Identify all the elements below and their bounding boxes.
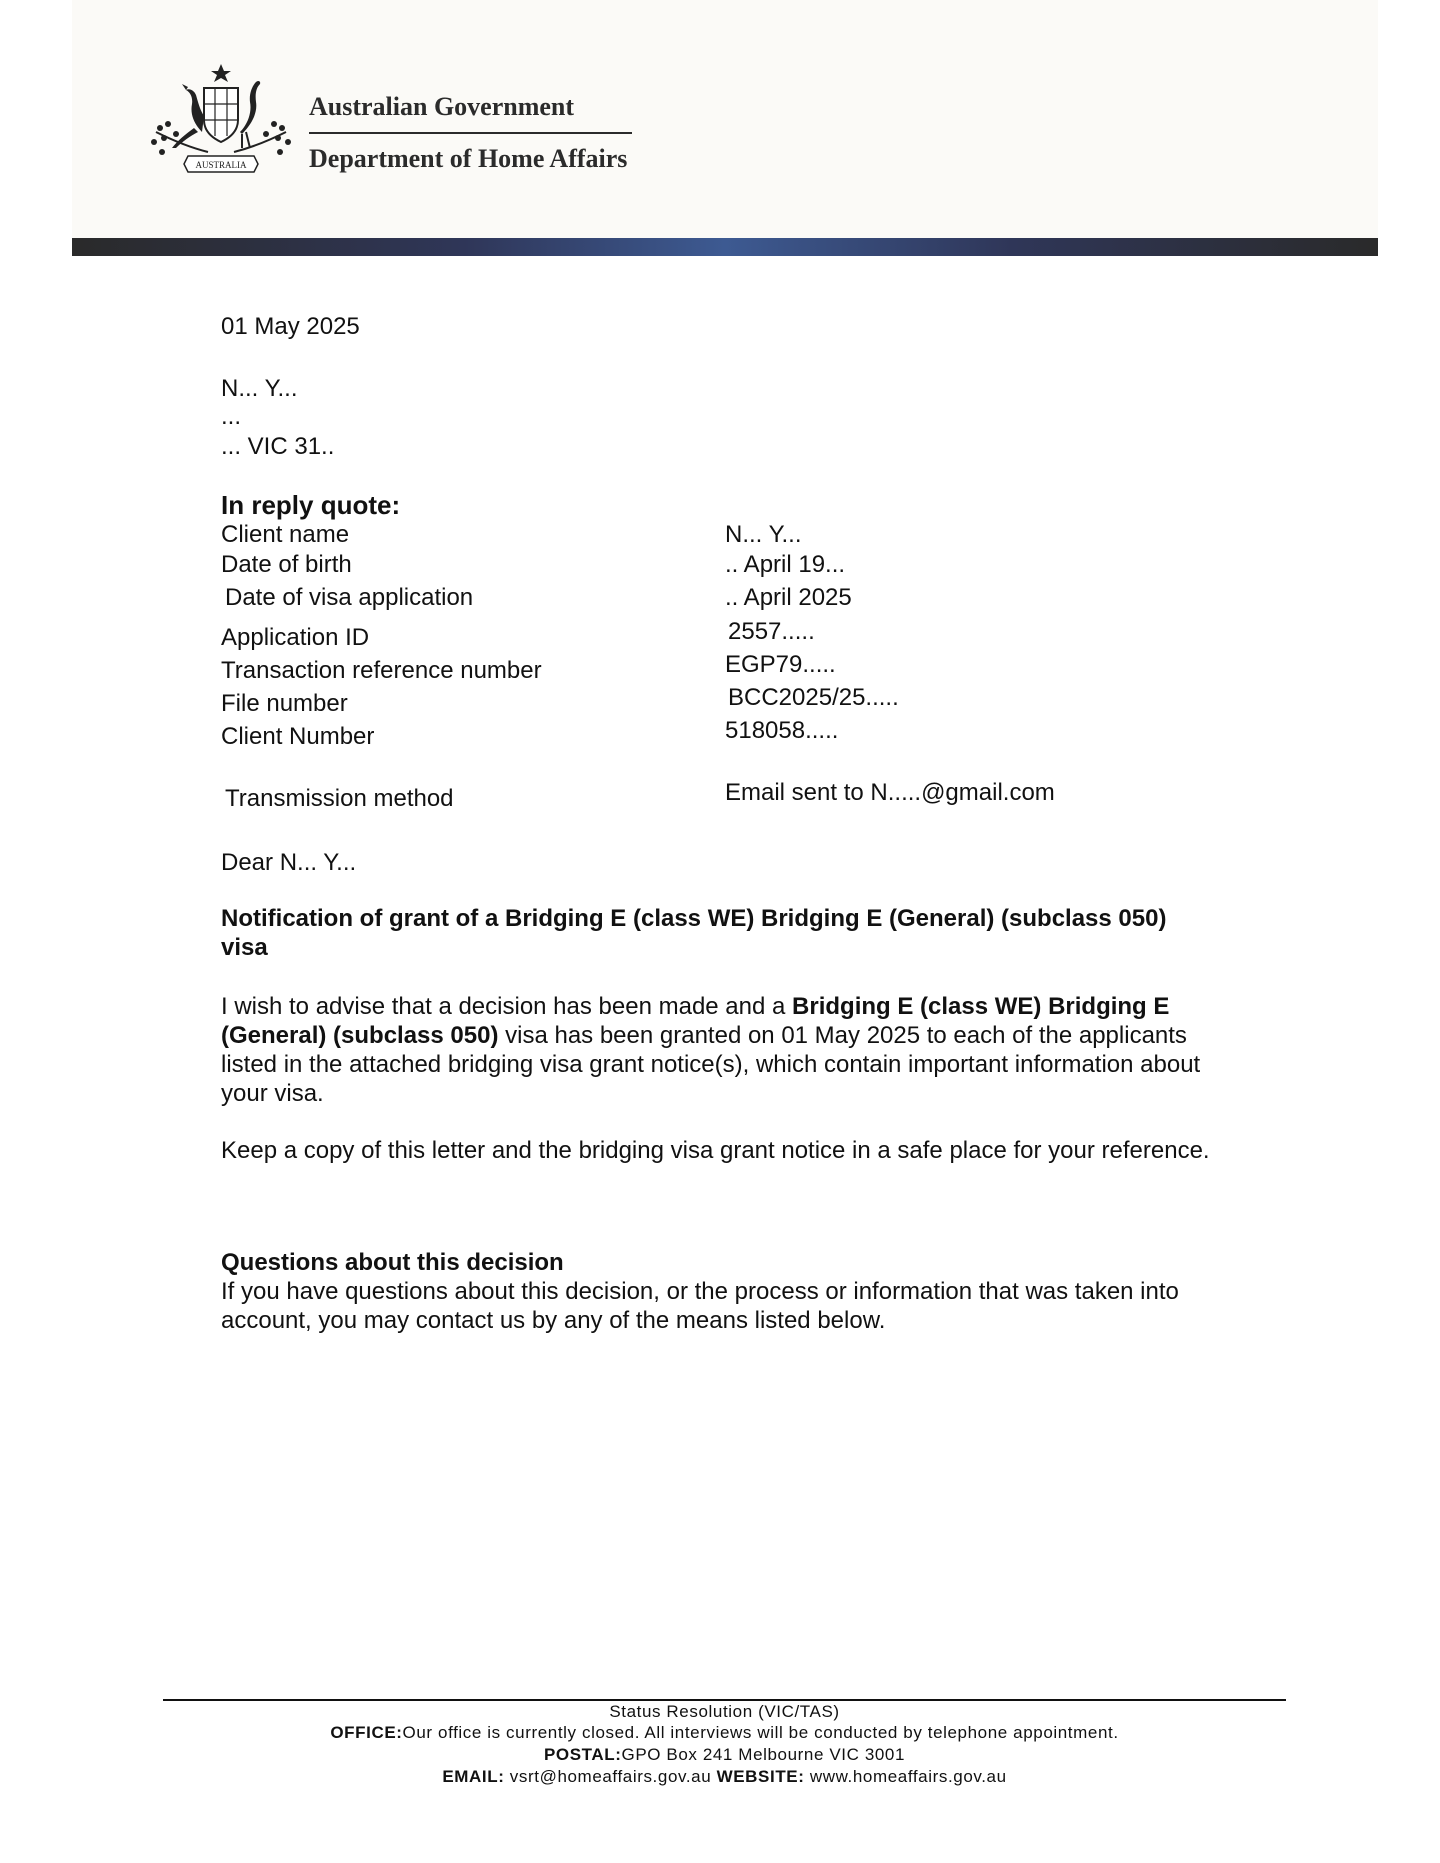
body-paragraph — [221, 992, 1241, 1108]
footer-label: WEBSITE: — [716, 1767, 805, 1786]
letterhead-gradient-bar — [72, 238, 1378, 256]
reply-field-value: 518058..... — [725, 717, 839, 744]
coat-of-arms-icon — [142, 62, 300, 180]
questions-paragraph: If you have questions about this decision, or the process or information that was taken into account, you may contact us by any of the means listed below. — [221, 1278, 1179, 1334]
footer-office — [163, 1722, 1286, 1743]
department-title: Department of Home Affairs — [309, 144, 628, 173]
footer-label: POSTAL: — [543, 1745, 622, 1764]
reply-field-label: Client name — [221, 521, 350, 548]
reply-field-label: Date of birth — [221, 551, 352, 578]
reply-field-value: BCC2025/25..... — [728, 684, 899, 711]
footer-contact — [163, 1766, 1286, 1787]
reply-field-label: Transaction reference number — [221, 657, 542, 684]
footer-office-name: Status Resolution (VIC/TAS) — [609, 1702, 840, 1721]
letterhead-rule — [309, 132, 632, 134]
subject-heading: Notification of grant of a Bridging E (class WE) Bridging E (General) (subclass 050) — [221, 905, 1167, 932]
footer-label: EMAIL: — [442, 1767, 505, 1786]
reply-field-value: EGP79..... — [725, 651, 836, 678]
crest-banner-text: AUSTRALIA — [195, 160, 247, 170]
subject-heading: visa — [221, 934, 268, 961]
recipient-address-line: ... — [221, 403, 242, 430]
footer-email: vsrt@homeaffairs.gov.au — [504, 1767, 717, 1786]
recipient-address-line: ... VIC 31.. — [221, 433, 335, 460]
footer-postal — [163, 1744, 1286, 1765]
reply-field-value: .. April 2025 — [725, 584, 852, 611]
body-paragraph: Keep a copy of this letter and the bridging visa grant notice in a safe place for your reference. — [221, 1137, 1210, 1164]
footer-label: OFFICE: — [330, 1723, 403, 1742]
government-title: Australian Government — [309, 92, 575, 121]
reply-field-label: File number — [221, 690, 348, 717]
reply-field-label: Client Number — [221, 723, 375, 750]
body-text: visa has been granted on 01 May 2025 to each of the applicants listed in the attached bridging visa grant notice(s), which contain important information about your visa. — [221, 1022, 1201, 1107]
reply-field-value: 2557..... — [728, 618, 815, 645]
reply-field-value: .. April 19... — [725, 551, 846, 578]
visa-name: Bridging E (class WE) Bridging E (General) (subclass 050) — [221, 993, 1170, 1049]
questions-heading: Questions about this decision — [221, 1249, 564, 1276]
footer-text: GPO Box 241 Melbourne VIC 3001 — [621, 1745, 906, 1764]
footer-website: www.homeaffairs.gov.au — [804, 1767, 1007, 1786]
reply-field-value: Email sent to N.....@gmail.com — [725, 779, 1055, 806]
reply-quote-heading: In reply quote: — [221, 490, 401, 520]
salutation: Dear N... Y... — [221, 849, 357, 876]
recipient-name: N... Y... — [221, 375, 298, 402]
reply-field-label: Date of visa application — [225, 584, 474, 611]
reply-field-value: N... Y... — [725, 521, 802, 548]
reply-field-label: Application ID — [221, 624, 370, 651]
reply-field-label: Transmission method — [225, 785, 454, 812]
footer-text: Our office is currently closed. All interviews will be conducted by telephone appointment. — [402, 1723, 1119, 1742]
letter-date: 01 May 2025 — [221, 313, 360, 340]
body-text: I wish to advise that a decision has been made and a — [221, 993, 793, 1020]
